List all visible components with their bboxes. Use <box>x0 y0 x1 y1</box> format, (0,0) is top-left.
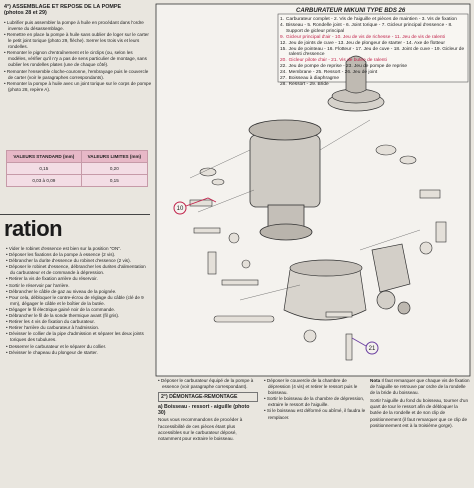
parts-row-5 <box>280 47 470 59</box>
float-bowl <box>284 260 366 320</box>
boisseau-heading: a) Boisseau - ressort - aiguille (photo 30) <box>158 404 250 417</box>
tolerance-table <box>6 150 148 187</box>
list-item: • Retirer les 4 vis de fixation du carburateur. <box>6 319 95 325</box>
note-text: Il faut remarquer que chaque vis de fixation de l'aiguille se retrouve par ordre de la rondelle de la bride du boisseau. <box>370 378 470 396</box>
parts-row-2 <box>280 23 470 35</box>
step-2: • Remettre en place la pompe à huile sans oublier de loger sur le carter le petit joint torique (photo 29, flèche). Serrer les trois vis et leurs rondelles. <box>4 32 149 50</box>
table-row <box>7 163 148 175</box>
section-heading-text: ration <box>4 216 63 241</box>
list-item: • Dévisser le chapeau du plongeur de starter. <box>6 349 98 355</box>
part-number: 15. <box>280 46 287 52</box>
step-1: • Lubrifier puis assembler la pompe à huile en procédant dans l'ordre inverse du désassemblage. <box>4 19 144 31</box>
diagram-title: CARBURATEUR MIKUNI TYPE BDS 26 <box>296 8 406 14</box>
part-text: Boisseau à diaphragme <box>288 76 340 82</box>
parts-list <box>280 17 470 88</box>
part-text: Jeu de joints de cuve - 13. Jeu de plongeur de starter - 14. Axe de flotteur <box>288 40 445 46</box>
paragraph: Nous vous recommandons de procéder à l'accessibilité de ces pièces étant plus accessibles sur le carburateur déposé, notamment pour extraire le boisseau. <box>158 417 243 441</box>
part-number: 24. <box>280 70 287 76</box>
list-item: • Sortir le réservoir par l'arrière. <box>6 282 70 288</box>
bottom-column-3 <box>370 378 470 431</box>
callout-21-label: 21 <box>368 346 376 352</box>
list-item: • Sortir le boisseau de la chambre de dépression, extraire le ressort de l'aiguille. <box>264 396 365 408</box>
section4-title: 4°) ASSEMBLAGE ET REPOSE DE LA POMPE <box>4 4 122 10</box>
table-cell: 0,15 <box>81 175 147 187</box>
table-row <box>7 175 148 187</box>
part-text: Jeu de pompe de reprise - 23. Jeu de pompe de reprise <box>288 64 408 70</box>
paragraph: Sortir l'aiguille du fond du boisseau, tourner d'un quart de tour le ressort afin de débloquer la butée de la rondelle et de son clip de positionnement (il faut remarquer que ce clip de positionnement est à la troisième gorge). <box>370 398 469 428</box>
list-item: • Déposer le robinet d'essence, débrancher les durites d'alimentation du carburateur et de commande à dépression. <box>6 264 146 276</box>
heading-rule <box>0 214 150 215</box>
parts-row-10 <box>280 82 470 88</box>
list-item: • Dévisser le collier de la pipe d'admission et séparer les deux joints toriques des tubulures. <box>6 331 144 343</box>
left-column <box>4 4 152 93</box>
part-text: Carburateur complet - 2. Vis de l'aiguille et pièces de maintien - 3. Vis de fixation <box>286 17 457 22</box>
part-text: Jeu de pointeau - 16. Flotteur - 17. Jeu de cuve - 18. Joint de cuve - 19. Gicleur de ralenti d'essence <box>288 46 465 58</box>
part-text: Membrane - 25. Ressort - 26. Jeu de joint <box>288 70 378 76</box>
table-cell: 0,15 <box>7 163 82 175</box>
list-item: • Déposer le carburateur équipé de la pompe à essence (voir paragraphe correspondant). <box>158 378 254 390</box>
part-text: Bisseau - 5. Rondelle joint - 6. Joint torique - 7. Gicleur principal d'essence - 8. Support de gicleur principal <box>286 22 453 34</box>
table-cell: 0,20 <box>81 163 147 175</box>
part-number: 20. <box>280 58 287 64</box>
list-item: • Retirer la vis de fixation arrière du réservoir. <box>6 276 98 282</box>
list-item: • Vider le robinet d'essence est bien sur la position "ON". <box>6 246 122 251</box>
list-item: • Desserrer le carburateur et le séparer du collier. <box>6 343 107 349</box>
list-item: • Si le boisseau est déformé ou abîmé, il faudra le remplacer. <box>264 408 366 420</box>
list-item: • Débrancher la durite d'essence du robinet d'essence (2 vis). <box>6 258 131 264</box>
step-5: • Remonter la pompe à huile avec un joint torique sur le corps de pompe (photo 28, repère A). <box>4 80 152 92</box>
list-item: • Débrancher le fil de la sonde thermique avant (fil gris). <box>6 313 120 319</box>
part-number: 1. <box>280 17 285 22</box>
bottom-column-1 <box>158 378 258 444</box>
part-number: 9. <box>280 34 285 40</box>
demontage-heading: 2°) DÉMONTAGE-REMONTAGE <box>158 392 258 402</box>
list-item: • Déposer les fixations de la pompe à essence (2 vis). <box>6 252 116 258</box>
step-3: • Remonter le pignon d'entraînement et le circlips (ou, selon les modèles, vérifier qu'il n'y a pas de sens particulier de montage, sans oublier les rondelles plates (une de chaque côté). <box>4 50 147 68</box>
table-cell: 0,03 à 0,09 <box>7 175 82 187</box>
section4-subtitle: (photos 28 et 29) <box>4 10 47 17</box>
note-label: Nota <box>370 378 381 383</box>
part-number: 27. <box>280 76 287 82</box>
step-4: • Remonter l'ensemble cloche-couronne, l'embrayage puis le couvercle de carter (voir le paragraphes correspondants). <box>4 68 149 80</box>
part-number: 12. <box>280 40 287 46</box>
list-item: • Pour cela, débloquer le contre-écrou de réglage du câble (clé de 9 mm), dégager le câble et le boîtier de la butée. <box>6 294 144 306</box>
part-text: Gicleur principal d'air - 10. Jeu de vis de richesse - 11. Jeu de vis de ralenti <box>286 34 445 40</box>
callout-10-label: 10 <box>176 206 184 212</box>
list-item: • Dégager le fil électrique gainé noir de la commande. <box>6 306 116 312</box>
list-item: • Déposer le couvercle de la chambre de dépression (4 vis) et retirer le ressort puis le boisseau. <box>264 378 358 396</box>
part-number: 28. <box>280 81 287 87</box>
list-item: • Débrancher le câble de gaz au niveau de la poignée. <box>6 288 117 294</box>
bottom-section <box>152 378 472 488</box>
part-text: Ressort - 29. Bride <box>288 81 329 87</box>
table-header-limit: VALEURS LIMITES (mm) <box>81 151 147 163</box>
part-number: 4. <box>280 22 285 28</box>
lower-left-column <box>6 246 152 356</box>
section-heading <box>0 214 150 240</box>
list-item: • Retirer l'arrière du carburateur à l'admission. <box>6 325 100 331</box>
bottom-column-2 <box>264 378 366 421</box>
part-number: 22. <box>280 64 287 70</box>
table-header-standard: VALEURS STANDARD (mm) <box>7 151 82 163</box>
pump-assembly <box>372 244 410 314</box>
part-text: Gicleur pilote d'air - 21. Vis de butée de ralenti <box>288 58 387 64</box>
